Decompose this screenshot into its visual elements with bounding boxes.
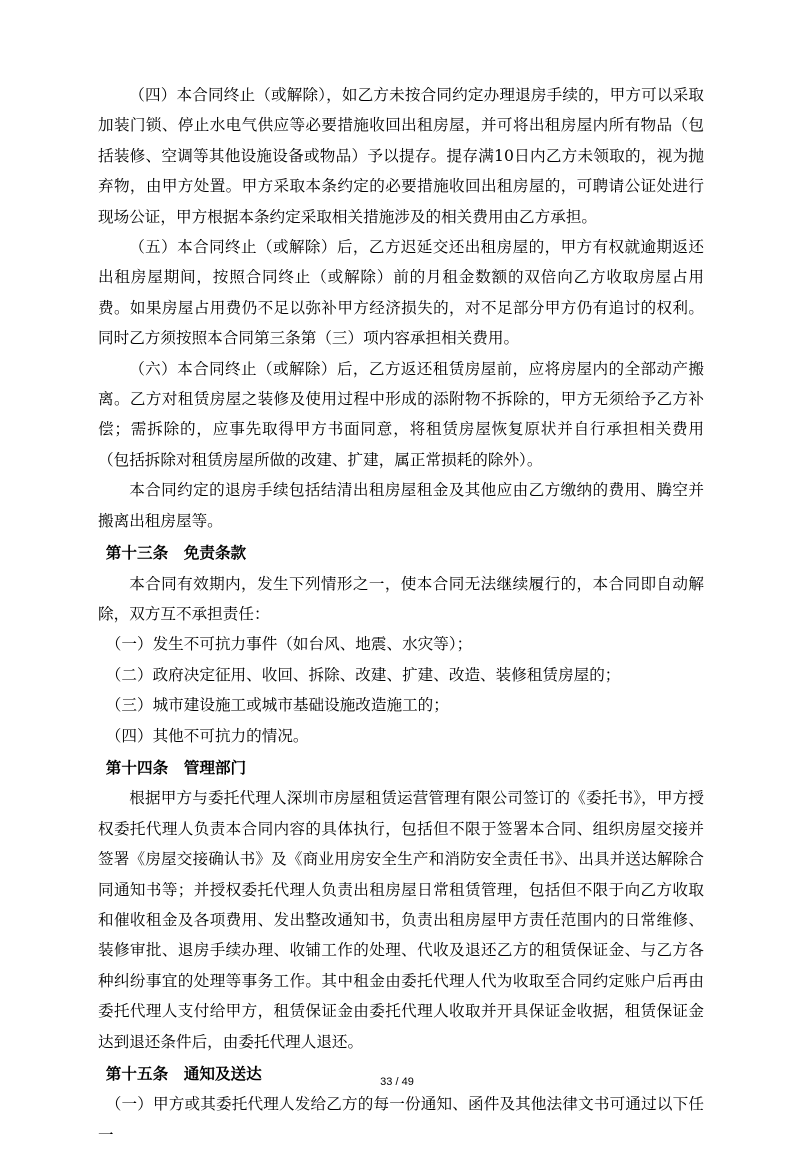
paragraph: （四）本合同终止（或解除），如乙方未按合同约定办理退房手续的，甲方可以采取加装门锁、停止水电气供应等必要措施收回出租房屋，并可将出租房屋内所有物品（包括装修、空调等其他设施设备或物品）予以提存。提存满10日内乙方未领取的，视为抛弃物，由甲方处置。甲方采取本条约定的必要措施收回出租房屋的，可聘请公证处进行现场公证，甲方根据本条约定采取相关措施涉及的相关费用由乙方承担。 bbox=[98, 86, 704, 226]
paragraph: （六）本合同终止（或解除）后，乙方返还租赁房屋前，应将房屋内的全部动产搬离。乙方对租赁房屋之装修及使用过程中形成的添附物不拆除的，甲方无须给予乙方补偿；需拆除的，应事先取得甲方书面同意，将租赁房屋恢复原状并自行承担相关费用（包括拆除对租赁房屋所做的改建、扩建，属正常损耗的除外）。 bbox=[98, 359, 704, 469]
section-heading: 第十四条 管理部门 bbox=[105, 758, 247, 777]
list-item: （三）城市建设施工或城市基础设施改造施工的； bbox=[105, 696, 449, 715]
section-heading: 第十五条 通知及送达 bbox=[105, 1065, 262, 1083]
paragraph: 本合同有效期内，发生下列情形之一，使本合同无法继续履行的，本合同即自动解除，双方互不承担责任： bbox=[98, 574, 704, 623]
section-heading: 第十三条 免责条款 bbox=[105, 544, 247, 563]
list-item: （二）政府决定征用、收回、拆除、改建、扩建、改造、装修租赁房屋的； bbox=[105, 665, 621, 684]
paragraph: （一）甲方或其委托代理人发给乙方的每一份通知、函件及其他法律文书可通过以下任一 bbox=[98, 1095, 704, 1144]
list-item: （四）其他不可抗力的情况。 bbox=[105, 726, 309, 745]
page-number: 33 / 49 bbox=[380, 1076, 414, 1088]
document-body bbox=[98, 80, 704, 1150]
paragraph: 本合同约定的退房手续包括结清出租房屋租金及其他应由乙方缴纳的费用、腾空并搬离出租房屋等。 bbox=[98, 481, 704, 530]
list-item: （一）发生不可抗力事件（如台风、地震、水灾等）； bbox=[105, 635, 473, 654]
paragraph: （五）本合同终止（或解除）后，乙方迟延交还出租房屋的，甲方有权就逾期返还出租房屋期间，按照合同终止（或解除）前的月租金数额的双倍向乙方收取房屋占用费。如果房屋占用费仍不足以弥补甲方经济损失的，对不足部分甲方仍有追讨的权利。同时乙方须按照本合同第三条第（三）项内容承担相关费用。 bbox=[98, 238, 704, 348]
paragraph: 根据甲方与委托代理人深圳市房屋租赁运营管理有限公司签订的《委托书》，甲方授权委托代理人负责本合同内容的具体执行，包括但不限于签署本合同、组织房屋交接并签署《房屋交接确认书》及《商业用房安全生产和消防安全责任书》、出具并送达解除合同通知书等；并授权委托代理人负责出租房屋日常租赁管理，包括但不限于向乙方收取和催收租金及各项费用、发出整改通知书，负责出租房屋甲方责任范围内的日常维修、装修审批、退房手续办理、收铺工作的处理、代收及退还乙方的租赁保证金、与乙方各种纠纷事宜的处理等事务工作。其中租金由委托代理人代为收取至合同约定账户后再由委托代理人支付给甲方，租赁保证金由委托代理人收取并开具保证金收据，租赁保证金达到退还条件后，由委托代理人退还。 bbox=[98, 789, 704, 1051]
